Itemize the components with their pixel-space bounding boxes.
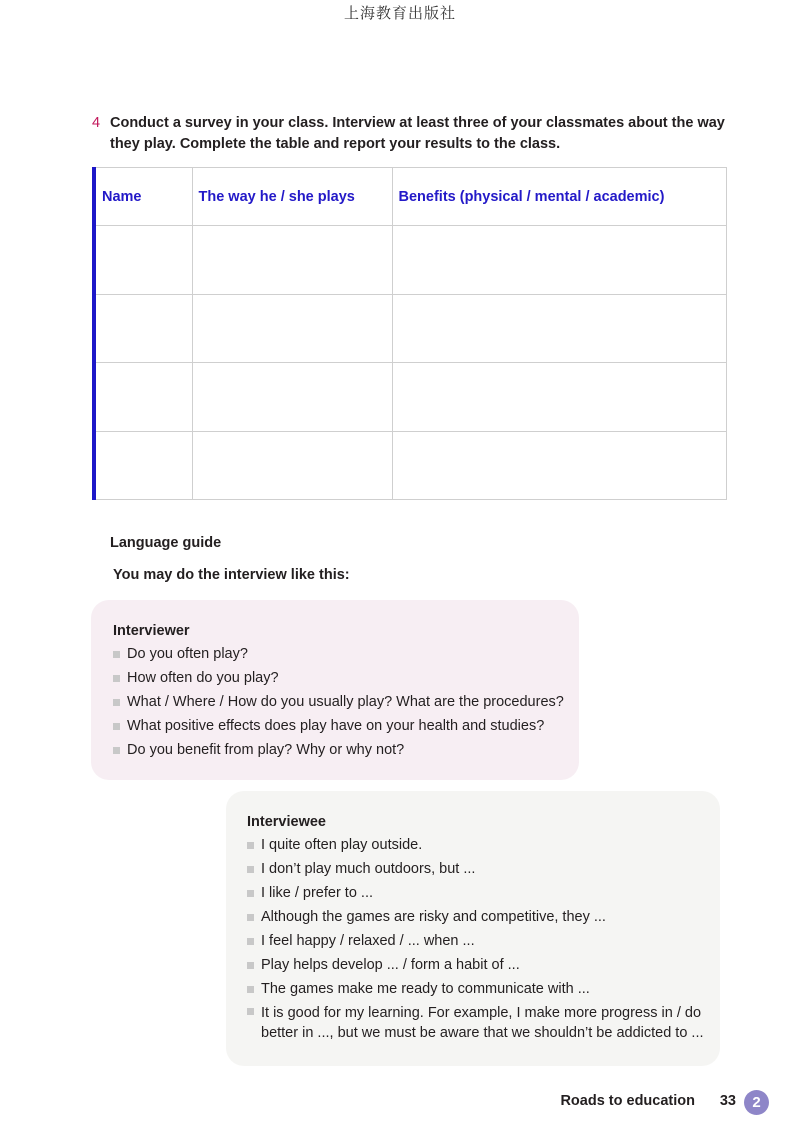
list-item: I quite often play outside.	[247, 833, 720, 857]
table-cell[interactable]	[192, 431, 392, 500]
list-item: Play helps develop ... / form a habit of ...	[247, 953, 720, 977]
publisher-name: 上海教育出版社	[343, 4, 456, 22]
section-title: Roads to education	[560, 1093, 695, 1109]
survey-table	[92, 167, 727, 500]
table-cell[interactable]	[94, 226, 192, 295]
list-item: It is good for my learning. For example, I make more progress in / do better in ..., but we must be aware that we shouldn’t be addicted to ...	[247, 1001, 720, 1043]
table-cell[interactable]	[192, 363, 392, 432]
list-item: What positive effects does play have on your health and studies?	[113, 714, 579, 738]
list-item: Although the games are risky and competitive, they ...	[247, 905, 720, 929]
interviewee-bubble	[226, 791, 720, 1066]
task-instruction	[92, 113, 732, 155]
table-cell[interactable]	[392, 294, 726, 363]
unit-badge: 2	[744, 1090, 769, 1115]
list-item: I don’t play much outdoors, but ...	[247, 857, 720, 881]
table-cell[interactable]	[94, 431, 192, 500]
list-item: I feel happy / relaxed / ... when ...	[247, 929, 720, 953]
page-footer	[560, 1090, 780, 1116]
table-row	[94, 226, 726, 295]
interviewer-title: Interviewer	[113, 623, 190, 639]
language-guide-subtitle: You may do the interview like this:	[113, 567, 350, 583]
task-text: Conduct a survey in your class. Interview at least three of your classmates about the way they play. Complete the table and report your results to the class.	[110, 115, 725, 152]
table-row	[94, 363, 726, 432]
list-item: How often do you play?	[113, 666, 579, 690]
language-guide-title: Language guide	[110, 535, 222, 551]
table-cell[interactable]	[392, 431, 726, 500]
interviewee-list	[247, 833, 720, 1043]
header-benefits: Benefits (physical / mental / academic)	[392, 168, 726, 226]
list-item: I like / prefer to ...	[247, 881, 720, 905]
table-cell[interactable]	[94, 363, 192, 432]
table-cell[interactable]	[192, 294, 392, 363]
table-cell[interactable]	[392, 363, 726, 432]
header-way-of-play: The way he / she plays	[192, 168, 392, 226]
interviewee-title: Interviewee	[247, 814, 326, 830]
table-row	[94, 294, 726, 363]
table-cell[interactable]	[192, 226, 392, 295]
table-cell[interactable]	[94, 294, 192, 363]
table-header-row	[94, 168, 726, 226]
page-number: 33	[719, 1093, 736, 1109]
task-number: 4	[92, 115, 101, 131]
table-row	[94, 431, 726, 500]
table-cell[interactable]	[392, 226, 726, 295]
list-item: Do you often play?	[113, 642, 579, 666]
interviewer-list	[113, 642, 579, 762]
interviewer-bubble	[91, 600, 579, 780]
list-item: The games make me ready to communicate with ...	[247, 977, 720, 1001]
header-name: Name	[94, 168, 192, 226]
list-item: Do you benefit from play? Why or why not?	[113, 738, 579, 762]
list-item: What / Where / How do you usually play? What are the procedures?	[113, 690, 579, 714]
